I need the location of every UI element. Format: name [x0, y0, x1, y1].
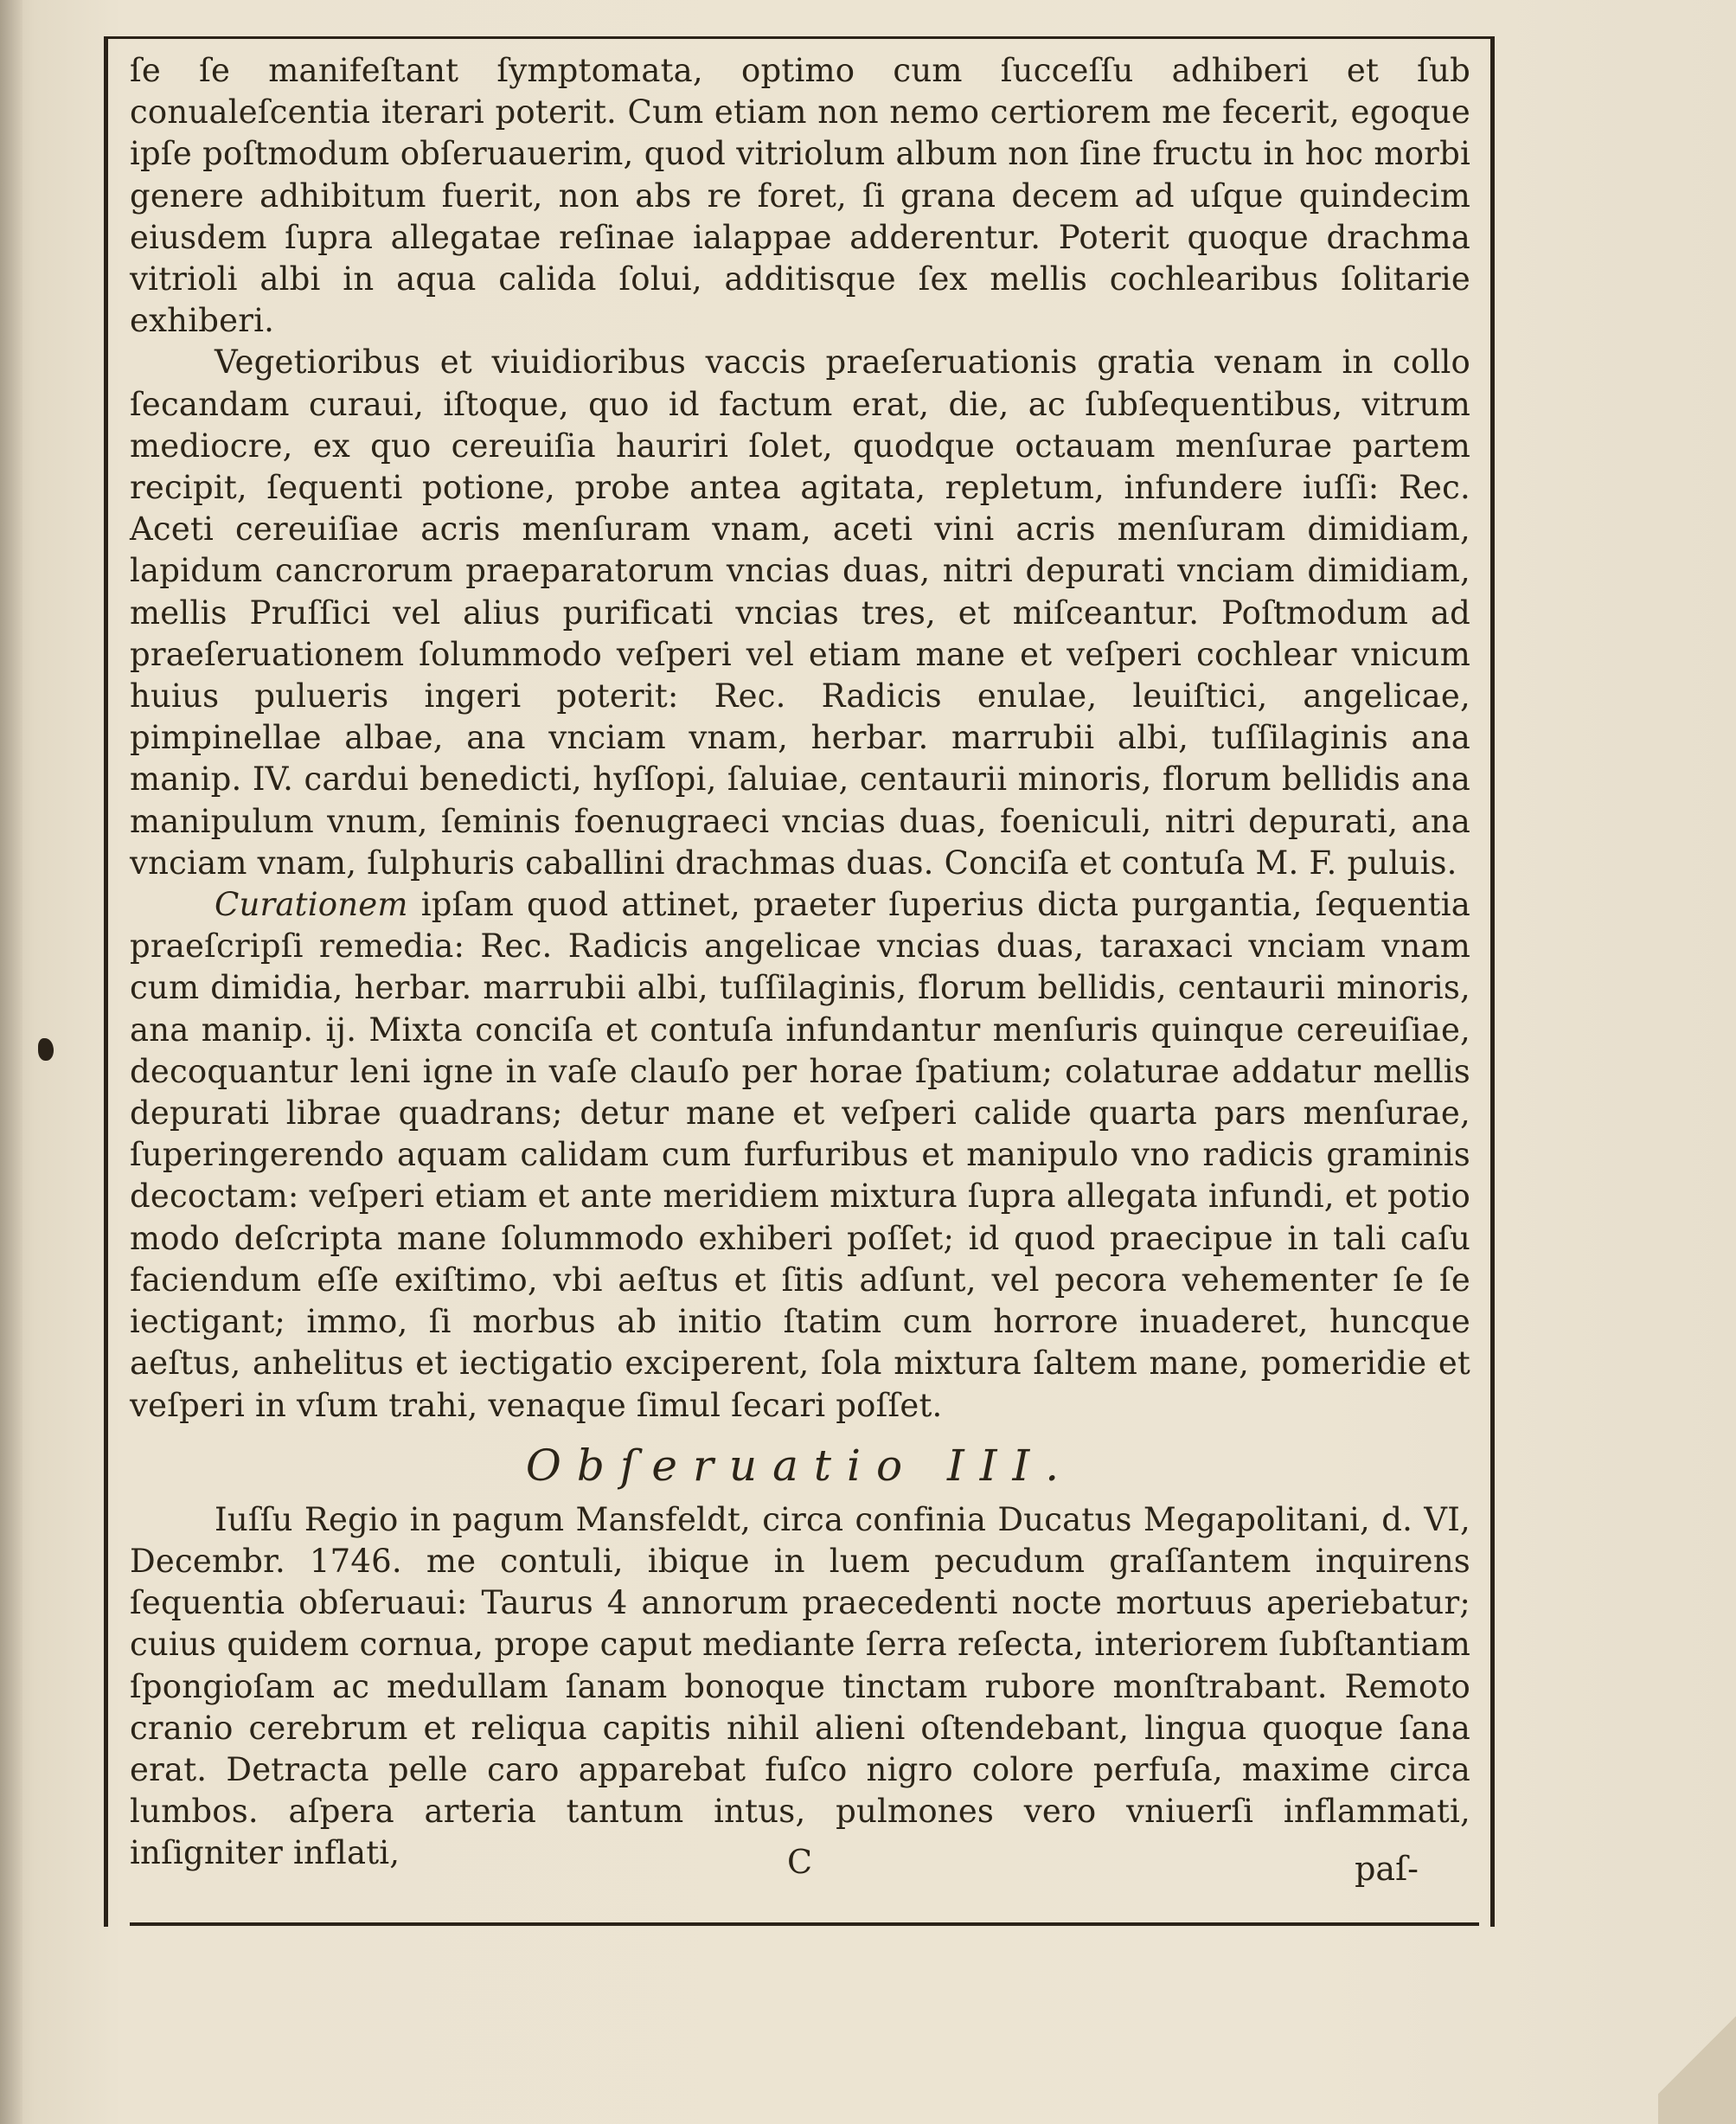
- binding-gutter: [0, 0, 22, 2124]
- page-footer: [130, 1843, 1470, 1888]
- folded-corner: [1658, 1986, 1736, 2124]
- paragraph-3-text: ipſam quod attinet, praeter ſuperius dicta purgantia, ſequentia praeſcripſi remedia: Rec. Radicis angelicae vncias duas, taraxaci vnciam vnam cum dimidia, herbar. marrubii albi, tuſſilaginis, florum bellidis, centaurii minoris, ana manip. ij. Mixta conciſa et contuſa infundantur menſuris quinque cereuiſiae, decoquantur leni igne in vaſe clauſo per horae ſpatium; colaturae addatur mellis depurati librae quadrans; detur mane et veſperi calide quarta pars menſurae, ſuperingerendo aquam calidam cum furfuribus et manipulo vno radicis graminis decoctam: veſperi etiam et ante meridiem mixtura ſupra allegata infundi, et potio modo deſcripta mane ſolummodo exhiberi poſſet; id quod praecipue in tali caſu faciendum eſſe exiſtimo, vbi aeſtus et ſitis adſunt, vel pecora vehementer ſe ſe iectigant; immo, ſi morbus ab initio ſtatim cum horrore inuaderet, huncque aeſtus, anhelitus et iectigatio exciperent, ſola mixtura ſaltem mane, pomeridie et veſperi in vſum trahi, venaque ſimul ſecari poſſet.: [130, 886, 1471, 1424]
- section-heading: Obſeruatio III.: [525, 1440, 1075, 1491]
- paragraph-3: [130, 884, 1470, 1427]
- bottom-rule: [130, 1922, 1479, 1926]
- signature-mark: C: [787, 1843, 813, 1881]
- paragraph-2: Vegetioribus et viuidioribus vaccis praeſeruationis gratia venam in collo ſecandam curaui, iſtoque, quo id factum erat, die, ac ſubſequentibus, vitrum mediocre, ex quo cereuiſia hauriri ſolet, quodque octauam menſurae partem recipit, ſequenti potione, probe antea agitata, repletum, infundere iuſſi: Rec. Aceti cereuiſiae acris menſuram vnam, aceti vini acris menſuram dimidiam, lapidum cancrorum praeparatorum vncias duas, nitri depurati vnciam dimidiam, mellis Pruſſici vel alius purificati vncias tres, et miſceantur. Poſtmodum ad praeſeruationem ſolummodo veſperi vel etiam mane et veſperi cochlear vnicum huius pulueris ingeri poterit: Rec. Radicis enulae, leuiſtici, angelicae, pimpinellae albae, ana vnciam vnam, herbar. marrubii albi, tuſſilaginis ana manip. IV. cardui benedicti, hyſſopi, ſaluiae, centaurii minoris, florum bellidis ana manipulum vnum, ſeminis foenugraeci vncias duas, foeniculi, nitri depurati, ana vnciam vnam, ſulphuris caballini drachmas duas. Conciſa et contuſa M. F. puluis.: [130, 343, 1470, 882]
- catchword: paſ-: [1355, 1850, 1419, 1888]
- ink-mark: [38, 1038, 54, 1061]
- italic-lead-word: Curationem: [215, 886, 408, 924]
- paragraph-1: ſe ſe manifeſtant ſymptomata, optimo cum ſucceſſu adhiberi et ſub conualeſcentia iterari poterit. Cum etiam non nemo certiorem me fecerit, egoque ipſe poſtmodum obſeruauerim, quod vitriolum album non ſine fructu in hoc morbi genere adhibitum fuerit, non abs re foret, ſi grana decem ad uſque quindecim eiusdem ſupra allegatae reſinae ialappae adderentur. Poterit quoque drachma vitrioli albi in aqua calida ſolui, additisque ſex mellis cochlearibus ſolitarie exhiberi.: [130, 52, 1470, 340]
- paragraph-4: Iuſſu Regio in pagum Mansfeldt, circa confinia Ducatus Megapolitani, d. VI, Decembr. 1746. me contuli, ibique in luem pecudum graſſantem inquirens ſequentia obſeruaui: Taurus 4 annorum praecedenti nocte mortuus aperiebatur; cuius quidem cornua, prope caput mediante ſerra reſecta, interiorem ſubſtantiam ſpongioſam ac medullam ſanam bonoque tinctam rubore monſtrabant. Remoto cranio cerebrum et reliqua capitis nihil alieni oſtendebant, lingua quoque ſana erat. Detracta pelle caro apparebat fuſco nigro colore perfuſa, maxime circa lumbos. aſpera arteria tantum intus, pulmones vero vniuerſi inflammati, inſigniter inflati,: [130, 1500, 1470, 1872]
- body-text: [130, 50, 1470, 1875]
